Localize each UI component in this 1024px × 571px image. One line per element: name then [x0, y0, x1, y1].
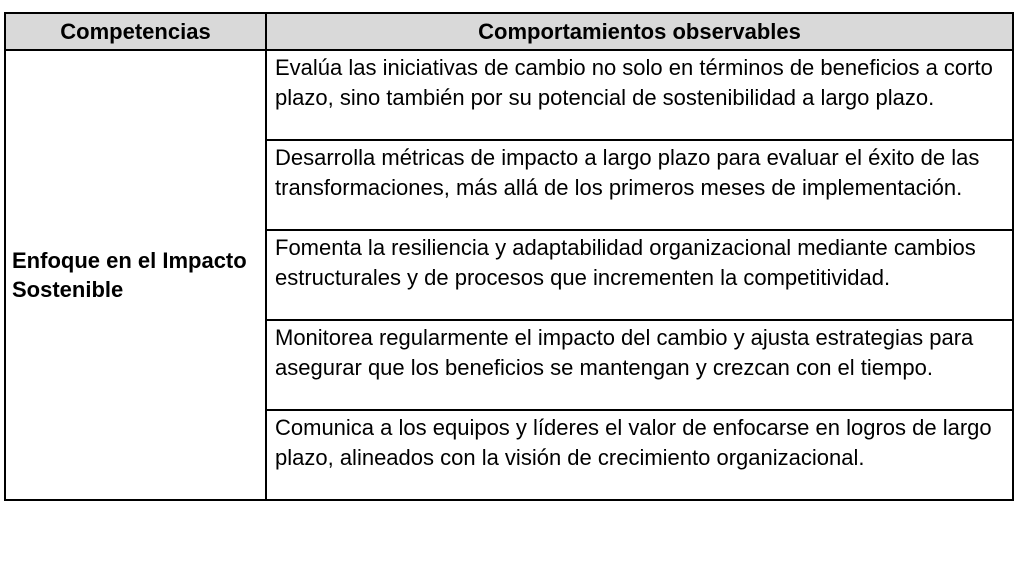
competency-cell: Enfoque en el Impacto Sostenible: [5, 50, 266, 500]
competency-table: [4, 12, 1014, 501]
behavior-cell: Comunica a los equipos y líderes el valor de enfocarse en logros de largo plazo, alineados con la visión de crecimiento organizacional.: [266, 410, 1013, 500]
behavior-cell: Desarrolla métricas de impacto a largo plazo para evaluar el éxito de las transformaciones, más allá de los primeros meses de implementación.: [266, 140, 1013, 230]
header-comportamientos: Comportamientos observables: [266, 13, 1013, 50]
behavior-cell: Monitorea regularmente el impacto del cambio y ajusta estrategias para asegurar que los beneficios se mantengan y crezcan con el tiempo.: [266, 320, 1013, 410]
behavior-cell: Evalúa las iniciativas de cambio no solo en términos de beneficios a corto plazo, sino también por su potencial de sostenibilidad a largo plazo.: [266, 50, 1013, 140]
behavior-cell: Fomenta la resiliencia y adaptabilidad organizacional mediante cambios estructurales y de procesos que incrementen la competitividad.: [266, 230, 1013, 320]
header-competencias: Competencias: [5, 13, 266, 50]
table-row: [5, 50, 1013, 140]
competency-table-container: [4, 12, 1012, 501]
table-header-row: [5, 13, 1013, 50]
